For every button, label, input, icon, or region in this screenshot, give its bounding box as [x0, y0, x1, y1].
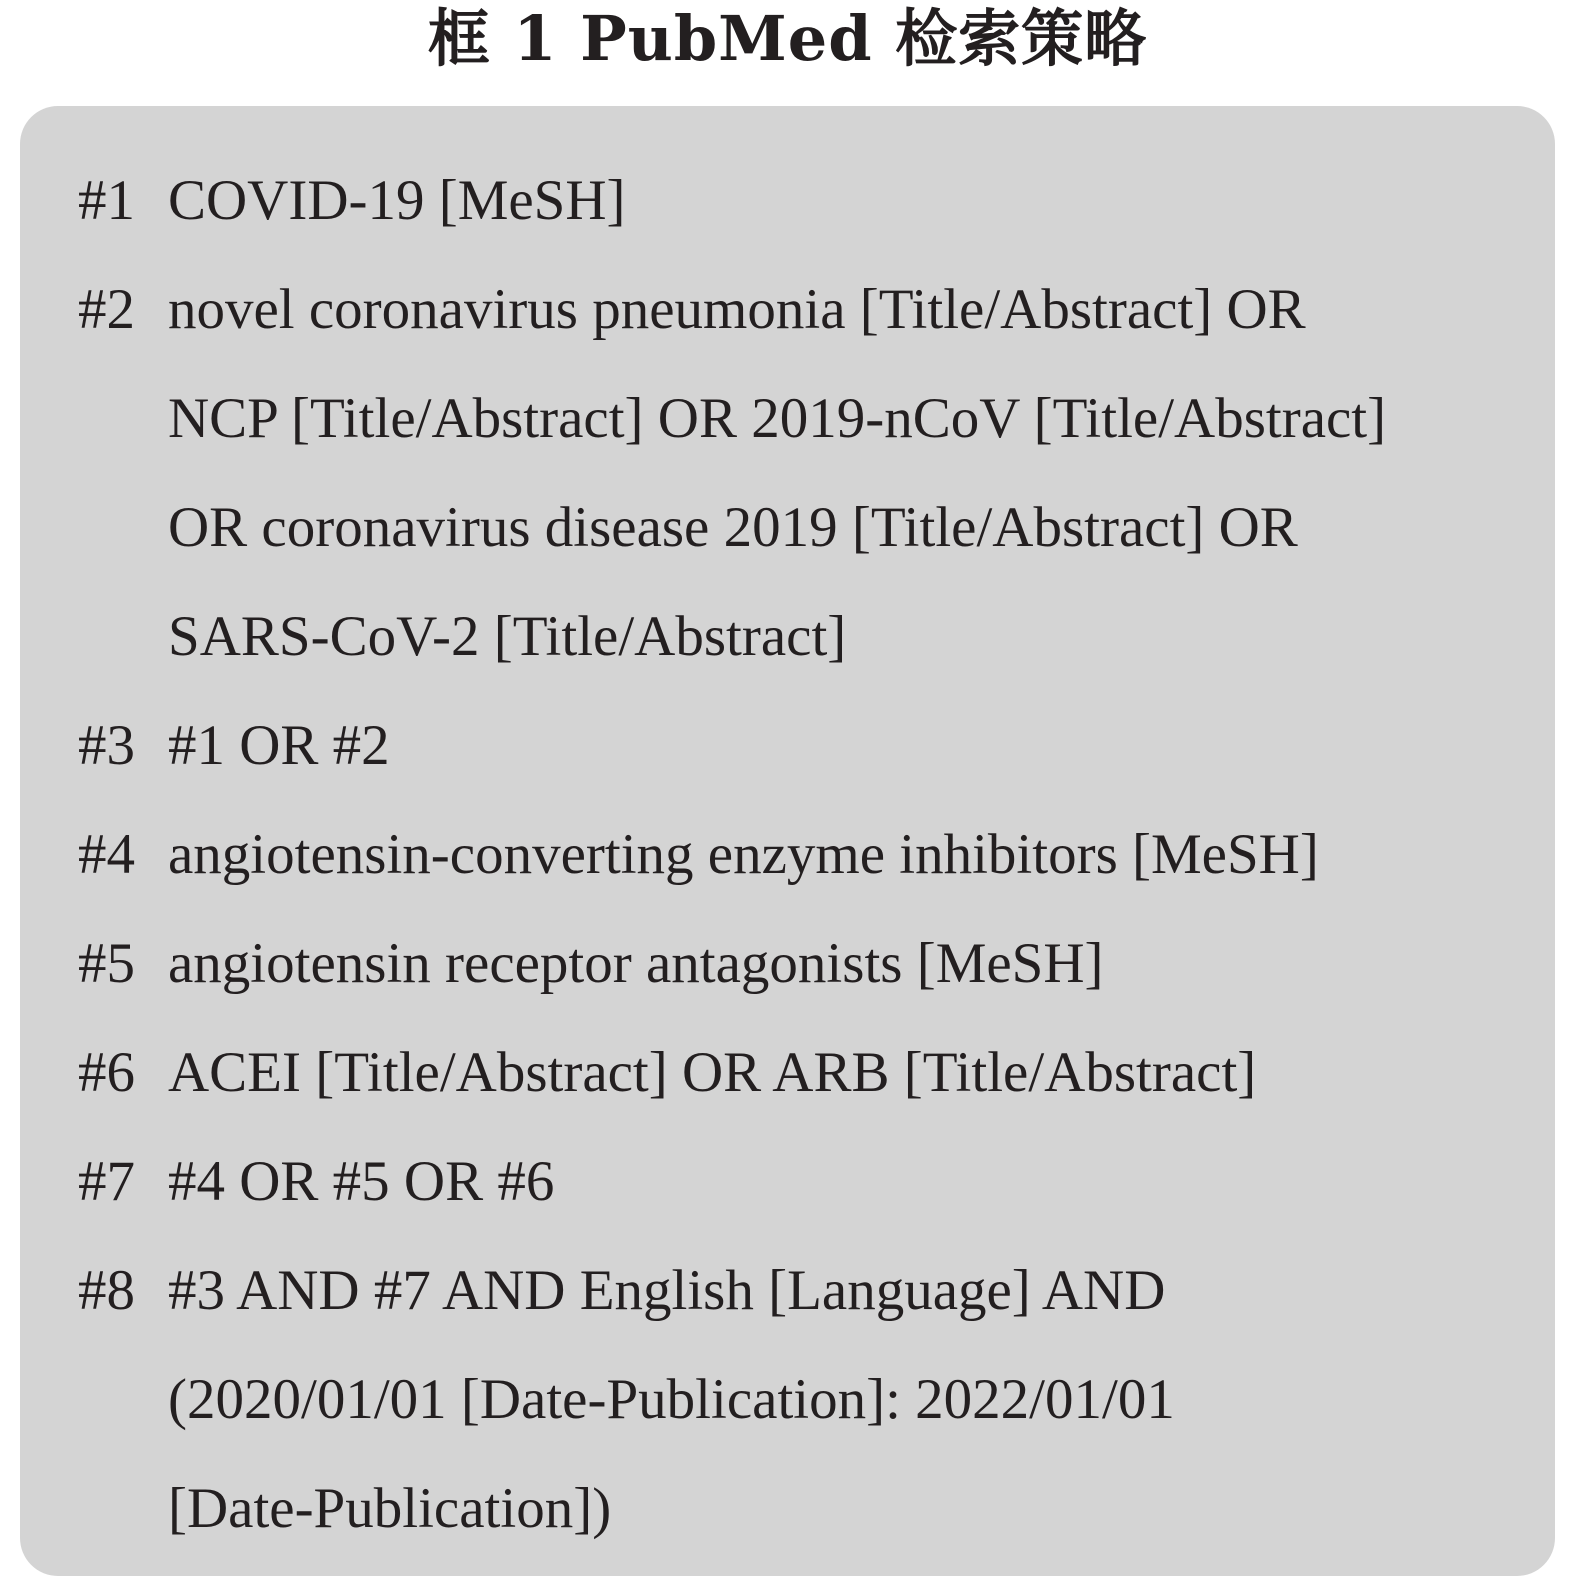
step-number: #6 [78, 1041, 135, 1104]
search-step-6 [20, 1018, 1555, 1127]
step-number: #3 [78, 714, 135, 777]
step-number: #5 [78, 932, 135, 995]
step-line: NCP [Title/Abstract] OR 2019-nCoV [Title/Abstract] [168, 387, 1387, 450]
search-step-7 [20, 1127, 1555, 1236]
search-step-2 [20, 255, 1555, 691]
step-line: novel coronavirus pneumonia [Title/Abstract] OR [168, 278, 1306, 341]
search-step-1 [20, 146, 1555, 255]
search-step-3 [20, 691, 1555, 800]
search-step-4 [20, 800, 1555, 909]
step-line: [Date-Publication]) [168, 1477, 612, 1540]
search-step-8 [20, 1236, 1555, 1563]
step-line: #1 OR #2 [168, 714, 390, 777]
step-line: (2020/01/01 [Date-Publication]: 2022/01/01 [168, 1368, 1175, 1431]
step-line: OR coronavirus disease 2019 [Title/Abstract] OR [168, 496, 1298, 559]
step-line: COVID-19 [MeSH] [168, 169, 626, 232]
search-strategy-box [20, 106, 1555, 1576]
search-step-5 [20, 909, 1555, 1018]
box-title: 框 1 PubMed 检索策略 [427, 2, 1148, 75]
step-line: #4 OR #5 OR #6 [168, 1150, 555, 1213]
search-step-list [20, 146, 1555, 1563]
step-number: #8 [78, 1259, 135, 1322]
step-line: angiotensin-converting enzyme inhibitors [MeSH] [168, 823, 1319, 886]
step-number: #7 [78, 1150, 135, 1213]
step-line: ACEI [Title/Abstract] OR ARB [Title/Abstract] [168, 1041, 1257, 1104]
step-line: SARS-CoV-2 [Title/Abstract] [168, 605, 847, 668]
step-line: #3 AND #7 AND English [Language] AND [168, 1259, 1166, 1322]
step-line: angiotensin receptor antagonists [MeSH] [168, 932, 1104, 995]
step-number: #2 [78, 278, 135, 341]
step-number: #1 [78, 169, 135, 232]
step-number: #4 [78, 823, 135, 886]
